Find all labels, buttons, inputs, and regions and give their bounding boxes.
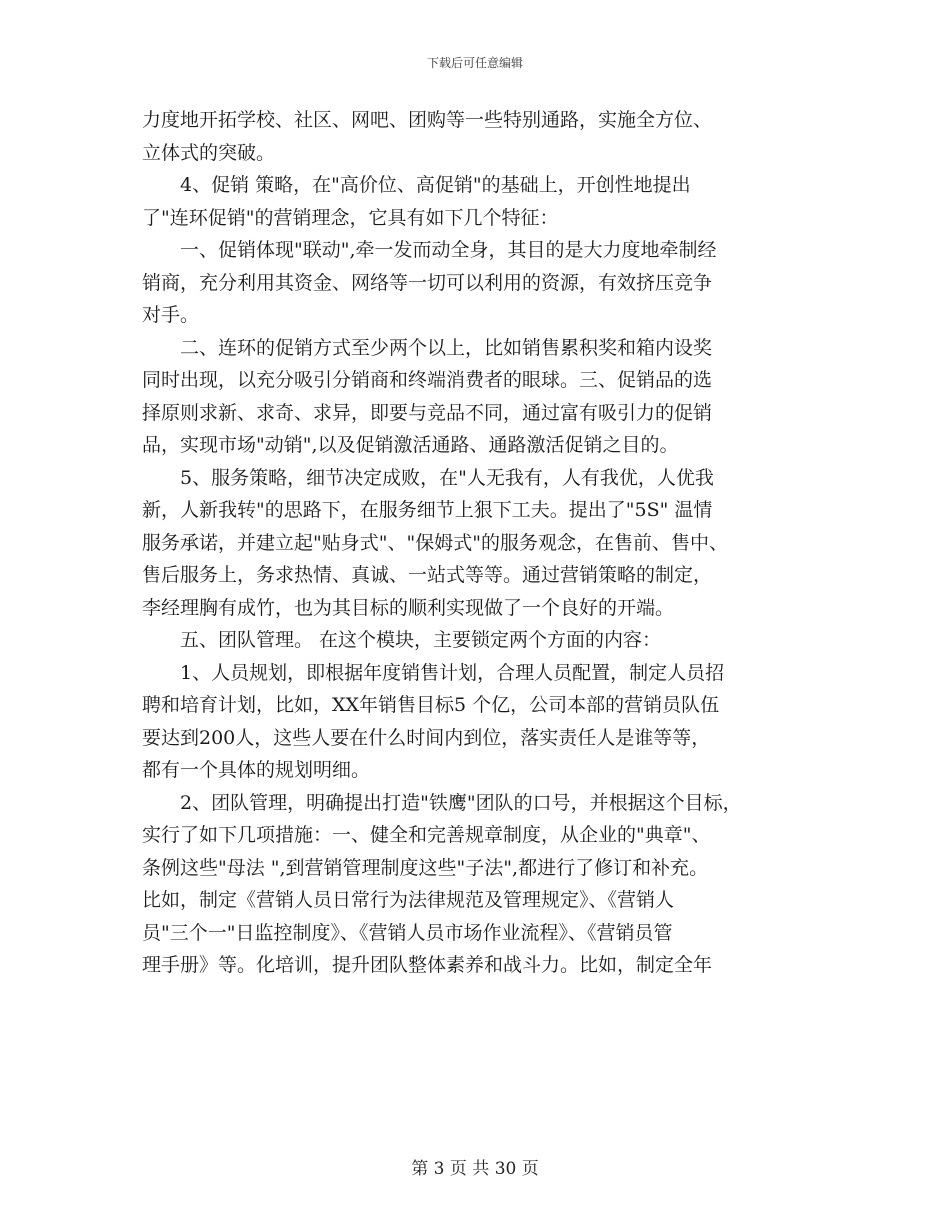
text-line: 了"连环促销"的营销理念，它具有如下几个特征： — [142, 206, 559, 229]
text-line: 择原则求新、求奇、求异，即要与竞品不同，通过富有吸引力的促销 — [142, 401, 713, 424]
text-line: 售后服务上，务求热情、真诚、一站式等等。通过营销策略的制定， — [142, 564, 713, 586]
text-line: 要达到200人，这些人要在什么时间内到位，落实责任人是谁等等， — [142, 726, 711, 749]
text-line: 立体式的突破。 — [142, 141, 276, 164]
text-line: 二、连环的促销方式至少两个以上，比如销售累积奖和箱内设奖 — [180, 336, 713, 359]
text-line: 新，人新我转"的思路下，在服务细节上狠下工夫。提出了"5S" 温情 — [142, 499, 713, 521]
text-line: 1、人员规划，即根据年度销售计划，合理人员配置，制定人员招 — [180, 661, 725, 684]
text-line: 一、促销体现"联动",牵一发而动全身，其目的是大力度地牵制经 — [180, 239, 717, 261]
text-line: 同时出现，以充分吸引分销商和终端消费者的眼球。三、促销品的选 — [142, 369, 713, 391]
text-line: 服务承诺，并建立起"贴身式"、"保姆式"的服务观念，在售前、售中、 — [142, 531, 728, 554]
text-line: 2、团队管理，明确提出打造"铁鹰"团队的口号，并根据这个目标， — [180, 791, 742, 814]
text-line: 4、促销 策略，在"高价位、高促销"的基础上，开创性地提出 — [180, 174, 691, 196]
page-header: 下载后可任意编辑 — [426, 56, 523, 70]
text-line: 五、团队管理。 在这个模块，主要锁定两个方面的内容： — [180, 629, 662, 651]
text-line: 销商，充分利用其资金、网络等一切可以利用的资源，有效挤压竞争 — [142, 271, 713, 294]
text-line: 实行了如下几项措施：一、健全和完善规章制度，从企业的"典章"、 — [142, 824, 711, 846]
text-line: 都有一个具体的规划明细。 — [142, 759, 371, 781]
text-line: 理手册》等。化培训，提升团队整体素养和战斗力。比如，制定全年 — [142, 954, 713, 976]
document-body — [142, 104, 822, 982]
text-line: 比如，制定《营销人员日常行为法律规范及管理规定》、《营销人 — [142, 889, 675, 911]
text-line: 聘和培育计划，比如，XX年销售目标5 个亿，公司本部的营销员队伍 — [142, 694, 720, 716]
text-line: 员"三个一"日监控制度》、《营销人员市场作业流程》、《营销员管 — [142, 921, 673, 944]
text-line: 5、服务策略，细节决定成败，在"人无我有，人有我优，人优我 — [180, 466, 714, 489]
text-line: 条例这些"母法 ",到营销管理制度这些"子法",都进行了修订和补充。 — [142, 856, 709, 879]
text-line: 品，实现市场"动销",以及促销激活通路、通路激活促销之目的。 — [142, 434, 679, 456]
text-line: 力度地开拓学校、社区、网吧、团购等一些特别通路，实施全方位、 — [142, 109, 713, 131]
page-footer: 第 3 页 共 30 页 — [411, 1159, 539, 1179]
text-line: 对手。 — [142, 304, 200, 326]
text-line: 李经理胸有成竹，也为其目标的顺利实现做了一个良好的开端。 — [142, 596, 675, 619]
